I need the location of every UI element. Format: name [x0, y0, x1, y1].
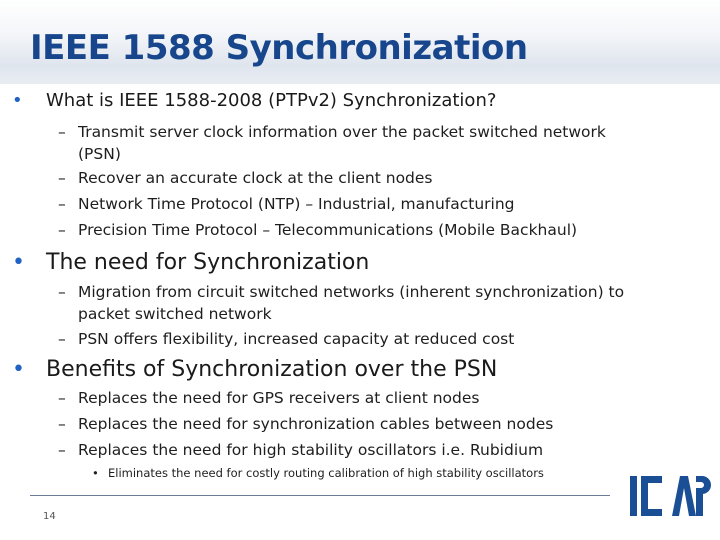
dash-icon: – [58, 283, 66, 301]
dash-icon: – [58, 169, 66, 187]
footer-divider [30, 495, 610, 496]
sub-bullet-text: packet switched network [78, 305, 272, 323]
bullet-dot-icon: • [12, 250, 25, 275]
sub-sub-bullet-text: Eliminates the need for costly routing calibration of high stability oscillators [108, 466, 544, 480]
dash-icon: – [58, 221, 66, 239]
dash-icon: – [58, 195, 66, 213]
bullet-3-text: Benefits of Synchronization over the PSN [46, 357, 498, 382]
sub-bullet-text: Recover an accurate clock at the client nodes [78, 169, 433, 187]
bullet-dot-icon: • [12, 90, 23, 111]
slide-title: IEEE 1588 Synchronization [30, 28, 528, 68]
dash-icon: – [58, 415, 66, 433]
sub-bullet-text: Transmit server clock information over the packet switched network [78, 123, 606, 141]
sub-bullet-text: Precision Time Protocol – Telecommunications (Mobile Backhaul) [78, 221, 578, 239]
dash-icon: – [58, 389, 66, 407]
small-bullet-dot-icon: • [92, 466, 99, 480]
dash-icon: – [58, 123, 66, 141]
bullet-dot-icon: • [12, 357, 25, 382]
sub-bullet-text: Network Time Protocol (NTP) – Industrial, manufacturing [78, 195, 515, 213]
bullet-2-text: The need for Synchronization [46, 250, 370, 275]
sub-bullet-text: Replaces the need for high stability oscillators i.e. Rubidium [78, 441, 544, 459]
page-number: 14 [43, 511, 56, 522]
sub-bullet-text: (PSN) [78, 145, 121, 163]
icap-logo [628, 468, 712, 522]
sub-bullet-text: Replaces the need for GPS receivers at client nodes [78, 389, 480, 407]
sub-bullet-text: Migration from circuit switched networks (inherent synchronization) to [78, 283, 625, 301]
sub-bullet-text: PSN offers flexibility, increased capacity at reduced cost [78, 330, 515, 348]
bullet-1-text: What is IEEE 1588-2008 (PTPv2) Synchronization? [46, 90, 497, 111]
sub-bullet-text: Replaces the need for synchronization cables between nodes [78, 415, 554, 433]
dash-icon: – [58, 330, 66, 348]
dash-icon: – [58, 441, 66, 459]
